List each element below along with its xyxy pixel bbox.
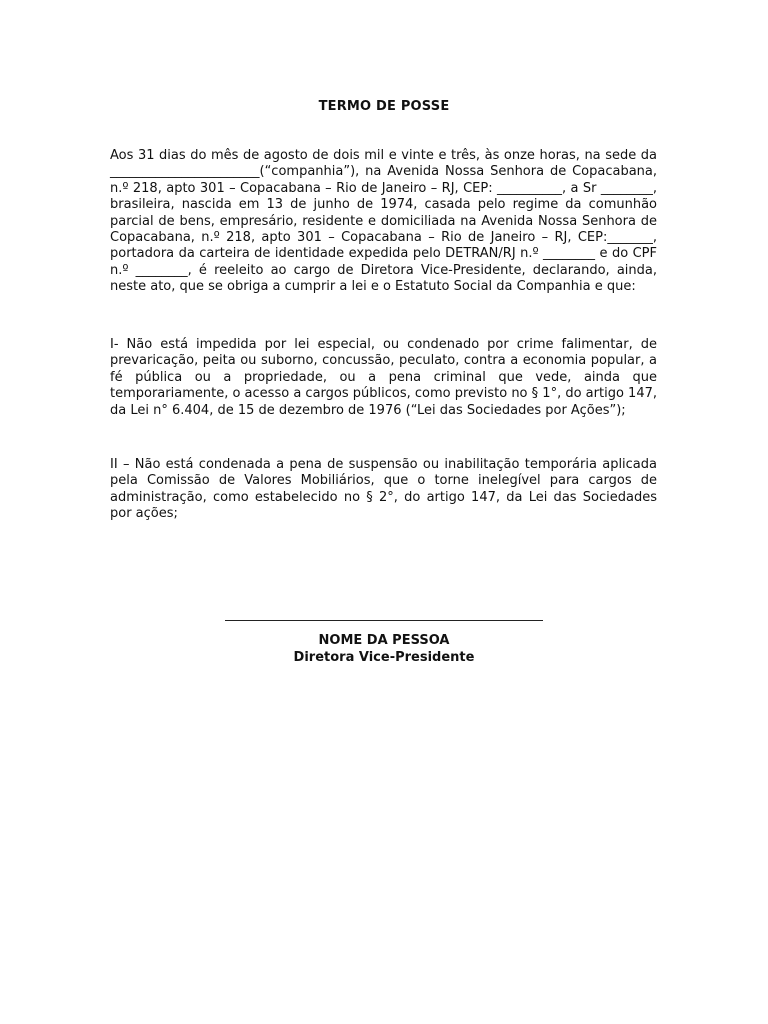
clause-i-paragraph: I- Não está impedida por lei especial, ou condenado por crime falimentar, de prevaricação, peita ou suborno, concussão, peculato, contra a economia popular, a fé pública ou a propriedade, ou a pena criminal que vede, ainda que temporariamente, o acesso a cargos públicos, como previsto no § 1°, do artigo 147, da Lei n° 6.404, de 15 de dezembro de 1976 (“Lei das Sociedades por Ações”); xyxy=(110,337,657,418)
signatory-role: Diretora Vice-Presidente xyxy=(293,650,475,665)
opening-paragraph: Aos 31 dias do mês de agosto de dois mil e vinte e três, às onze horas, na sede da _______________________(“companhia”), na Avenida Nossa Senhora de Copacabana, n.º 218, apto 301 – Copacabana – Rio de Janeiro – RJ, CEP: __________, a Sr ________, brasileira, nascida em 13 de junho de 1974, casada pelo regime da comunhão parcial de bens, empresário, residente e domiciliada na Avenida Nossa Senhora de Copacabana, n.º 218, apto 301 – Copacabana – Rio de Janeiro – RJ, CEP:_______, portadora da carteira de identidade expedida pelo DETRAN/RJ n.º ________ e do CPF n.º ________, é reeleito ao cargo de Diretora Vice-Presidente, declarando, ainda, neste ato, que se obriga a cumprir a lei e o Estatuto Social da Companhia e que: xyxy=(110,148,657,295)
signatory-name: NOME DA PESSOA xyxy=(318,633,450,648)
clause-ii-paragraph: II – Não está condenada a pena de suspensão ou inabilitação temporária aplicada pela Comissão de Valores Mobiliários, que o torne inelegível para cargos de administração, como estabelecido no § 2°, do artigo 147, da Lei das Sociedades por ações; xyxy=(110,457,657,522)
document-title: TERMO DE POSSE xyxy=(318,99,450,114)
signature-line xyxy=(225,620,543,621)
